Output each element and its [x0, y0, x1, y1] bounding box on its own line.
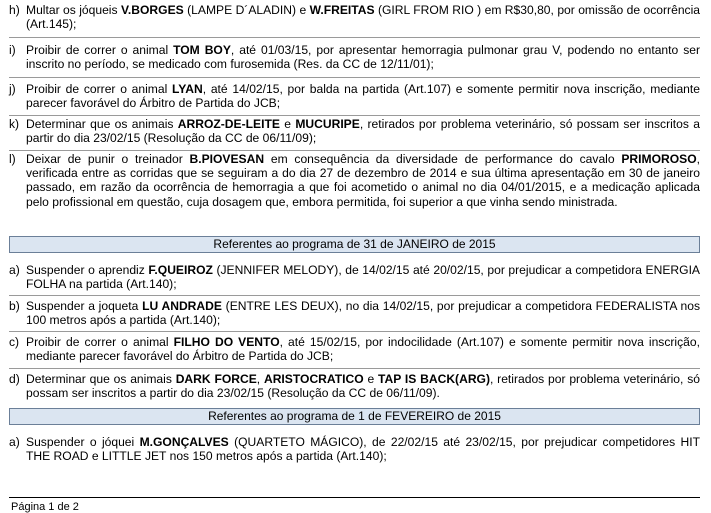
item-letter: c) [9, 335, 20, 349]
bold-name: FILHO DO VENTO [173, 335, 280, 349]
bold-name: B.PIOVESAN [189, 152, 265, 166]
item-text: Proibir de correr o animal FILHO DO VENTO, até 15/02/15, por indocilidade (Art.107) e somente permitir nova inscrição, mediante parecer favorável do Árbitro de Partida do JCB; [26, 335, 700, 364]
bold-name: W.FREITAS [309, 3, 375, 17]
divider [9, 115, 700, 116]
item-text: Proibir de correr o animal TOM BOY, até 01/03/15, por apresentar hemorragia pulmonar grau V, podendo no entanto ser inscrito no período, se medicado com furosemida (Res. da CC de 12/11/01); [26, 43, 700, 72]
item-letter: h) [9, 3, 20, 17]
list-item [0, 3, 711, 33]
footer-divider [9, 497, 700, 498]
section-heading: Referentes ao programa de 1 de FEVEREIRO de 2015 [9, 408, 700, 425]
list-item [0, 299, 711, 329]
divider [9, 368, 700, 369]
divider [9, 295, 700, 296]
list-item [0, 117, 711, 147]
item-text: Suspender o aprendiz F.QUEIROZ (JENNIFER MELODY), de 14/02/15 até 20/02/15, por prejudicar a competidora ENERGIA FOLHA na partida (Art.140); [26, 263, 700, 292]
bold-name: LYAN [172, 82, 203, 96]
bold-name: LU ANDRADE [142, 299, 222, 313]
bold-name: TOM BOY [173, 43, 231, 57]
divider [9, 150, 700, 151]
item-letter: j) [9, 82, 16, 96]
bold-name: F.QUEIROZ [148, 263, 213, 277]
bold-name: M.GONÇALVES [139, 435, 229, 449]
bold-name: TAP IS BACK(ARG) [378, 372, 490, 386]
item-letter: a) [9, 263, 20, 277]
item-letter: k) [9, 117, 20, 131]
item-letter: d) [9, 372, 20, 386]
item-letter: i) [9, 43, 16, 57]
section-heading: Referentes ao programa de 31 de JANEIRO de 2015 [9, 236, 700, 253]
item-text: Deixar de punir o treinador B.PIOVESAN em consequência da diversidade de performance do cavalo PRIMOROSO, verificada entre as corridas que se seguiram a do dia 27 de dezembro de 2014 e sua última apresentação em 30 de janeiro passado, em razão da ocorrência de hemorragia a que foi acometido o animal no dia 04/01/2015, e a medicação aplicada pelo profissional em questão, cuja dosagem que, embora permitida, foi superior a que vinha sendo ministrada. [26, 152, 700, 209]
list-item [0, 372, 711, 402]
divider [9, 37, 700, 38]
list-item [0, 43, 711, 73]
divider [9, 331, 700, 332]
bold-name: MUCURIPE [295, 117, 360, 131]
divider [9, 77, 700, 78]
item-text: Suspender o jóquei M.GONÇALVES (QUARTETO MÁGICO), de 22/02/15 até 23/02/15, por prejudicar competidores HIT THE ROAD e LITTLE JET nos 150 metros após a partida (Art.140); [26, 435, 700, 464]
item-letter: a) [9, 435, 20, 449]
list-item [0, 435, 711, 465]
bold-name: PRIMOROSO [621, 152, 697, 166]
list-item [0, 82, 711, 112]
bold-name: ARROZ-DE-LEITE [177, 117, 280, 131]
item-text: Determinar que os animais ARROZ-DE-LEITE e MUCURIPE, retirados por problema veterinário, só possam ser inscritos a partir do dia 23/02/15 (Resolução da CC de 06/11/09); [26, 117, 700, 146]
bold-name: V.BORGES [120, 3, 184, 17]
item-letter: l) [9, 152, 16, 166]
item-letter: b) [9, 299, 20, 313]
list-item [0, 152, 711, 224]
item-text: Multar os jóqueis V.BORGES (LAMPE D´ALADIN) e W.FREITAS (GIRL FROM RIO ) em R$30,80, por omissão de ocorrência (Art.145); [26, 3, 700, 32]
item-text: Proibir de correr o animal LYAN, até 14/02/15, por balda na partida (Art.107) e somente permitir nova inscrição, mediante parecer favorável do Árbitro de Partida do JCB; [26, 82, 700, 111]
bold-name: DARK FORCE [175, 372, 257, 386]
page-number: Página 1 de 2 [11, 501, 79, 513]
list-item [0, 263, 711, 293]
item-text: Determinar que os animais DARK FORCE, ARISTOCRATICO e TAP IS BACK(ARG), retirados por problema veterinário, só possam ser inscritos a partir do dia 23/02/15 (Resolução da CC de 06/11/09). [26, 372, 700, 401]
bold-name: ARISTOCRATICO [263, 372, 364, 386]
item-text: Suspender a joqueta LU ANDRADE (ENTRE LES DEUX), no dia 14/02/15, por prejudicar a competidora FEDERALISTA nos 100 metros após a partida (Art.140); [26, 299, 700, 328]
list-item [0, 335, 711, 365]
